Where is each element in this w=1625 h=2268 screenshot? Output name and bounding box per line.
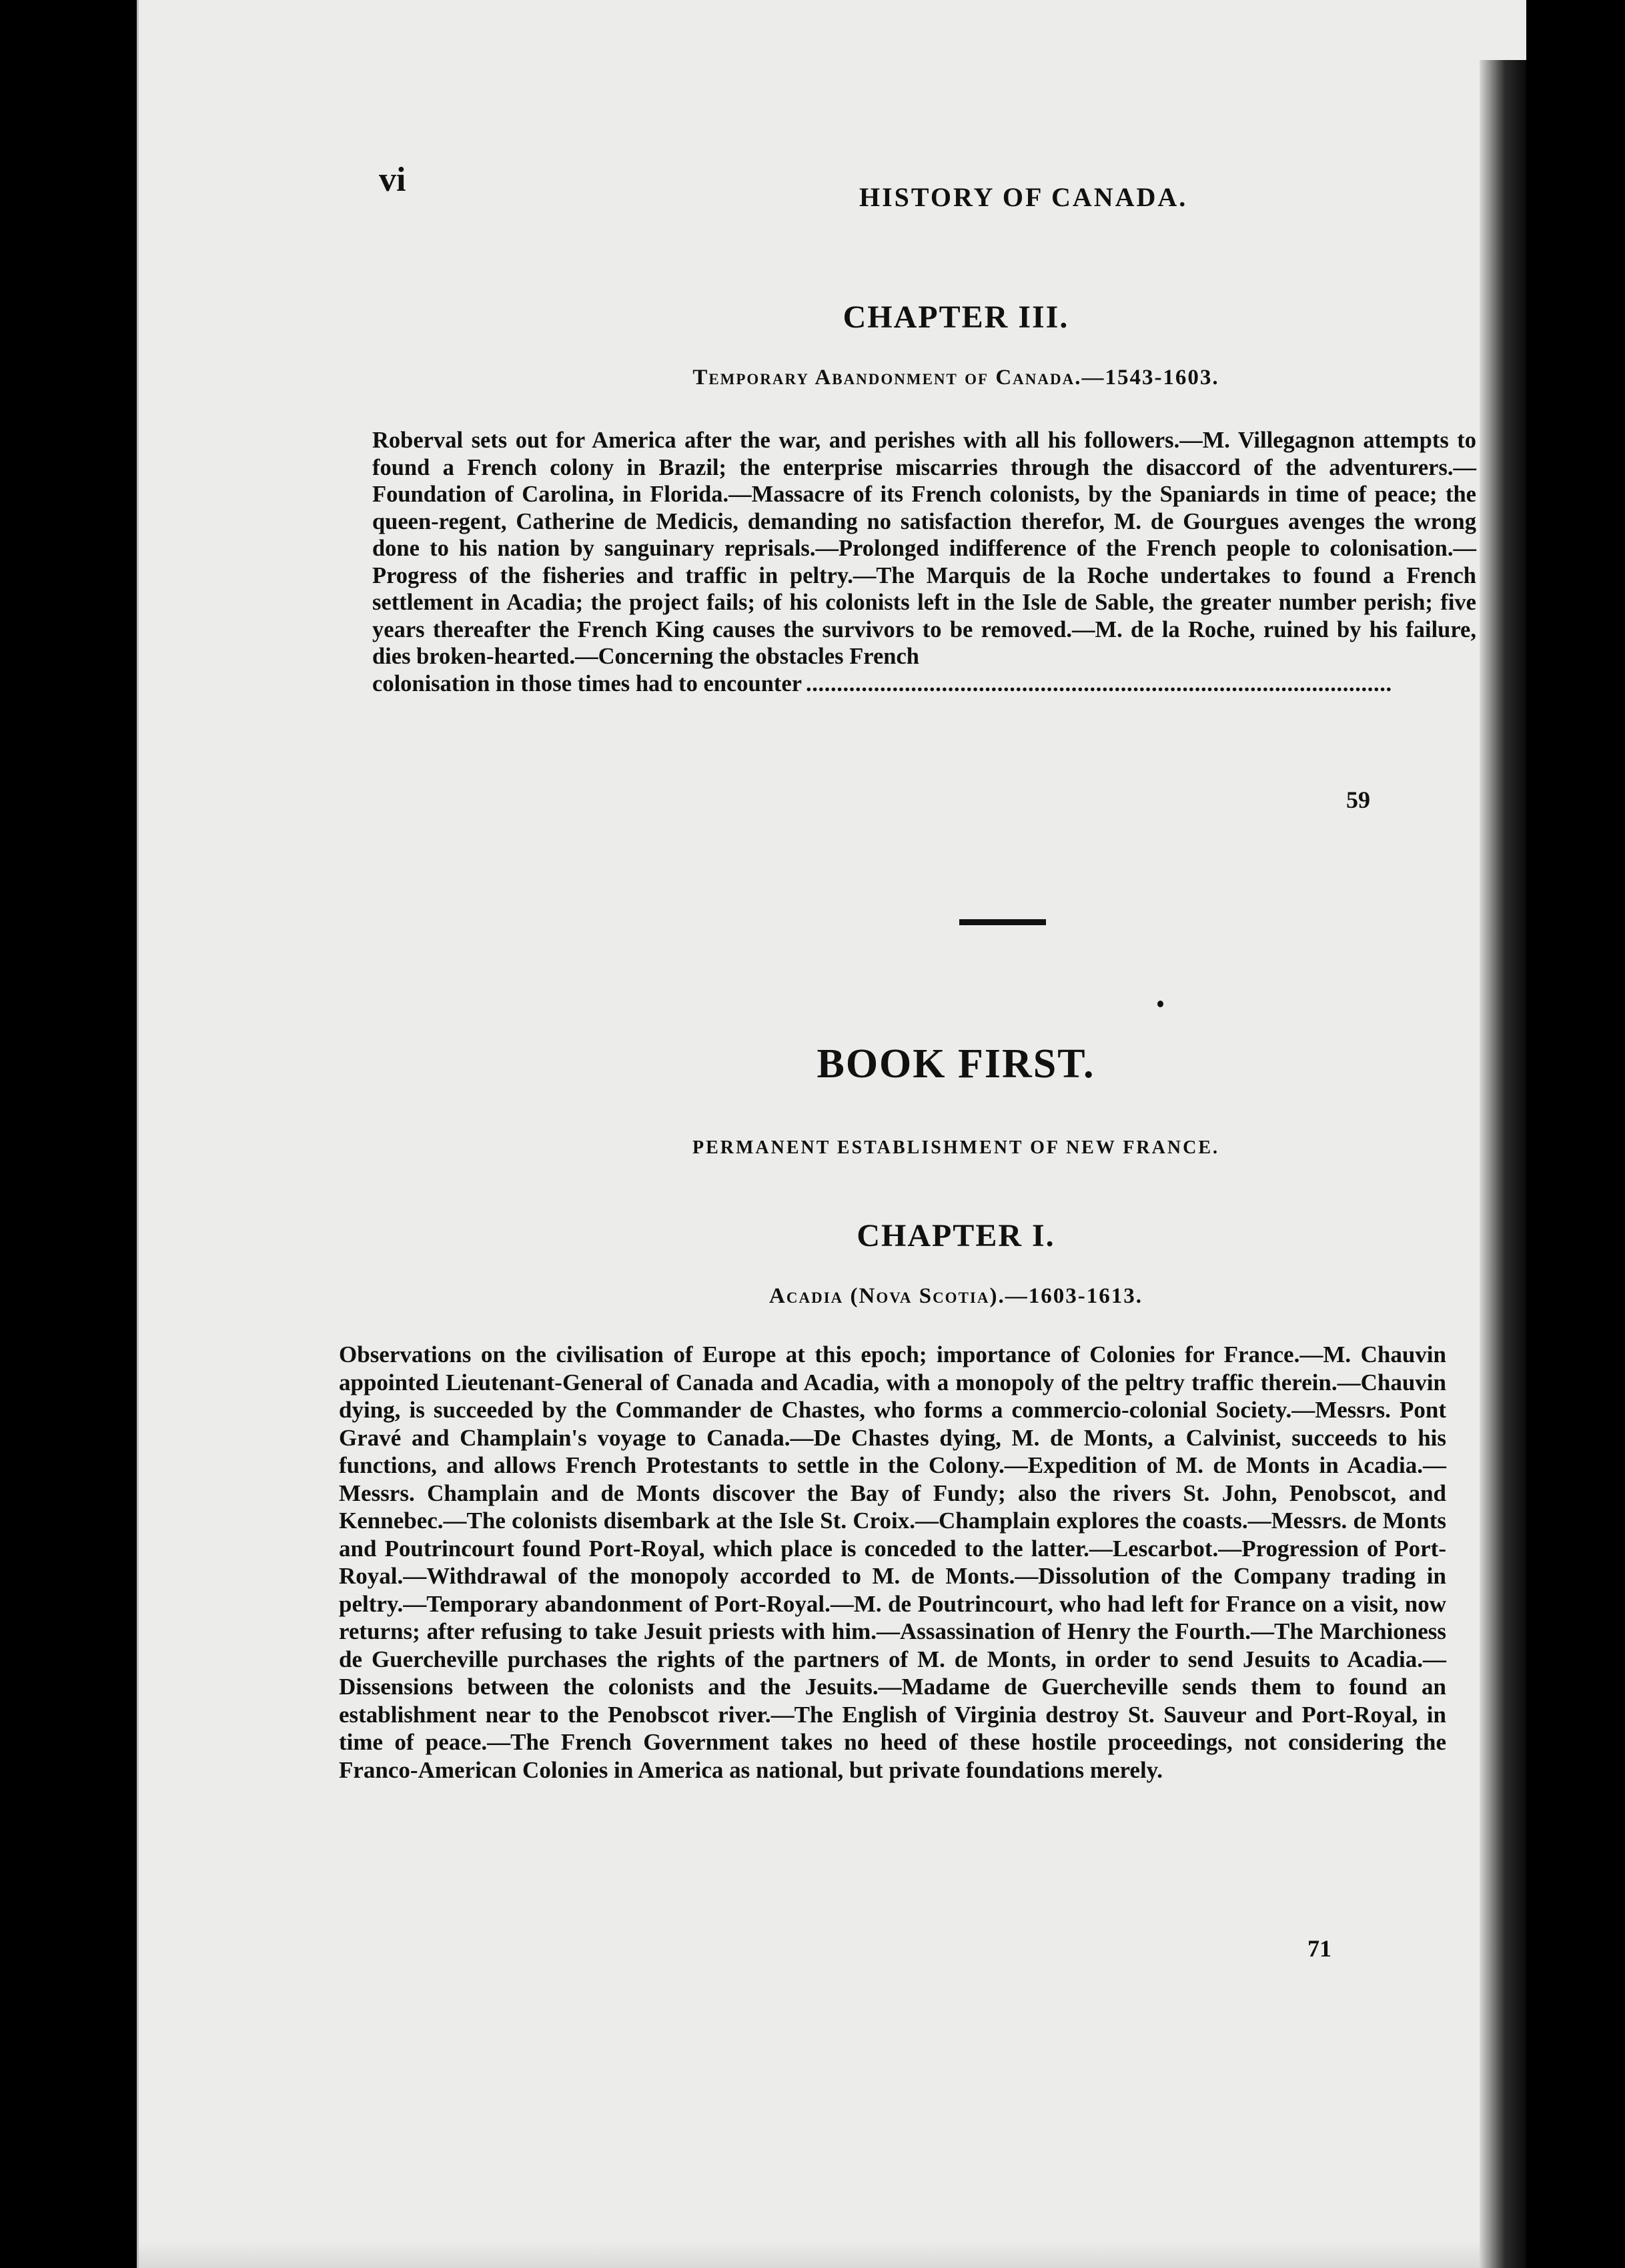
chapter-1-heading: CHAPTER I. xyxy=(857,1218,1055,1253)
book-title: BOOK FIRST. xyxy=(817,1041,1095,1087)
chapter-3-synopsis xyxy=(372,427,1476,697)
chapter-3-synopsis-text: Roberval sets out for America after the war, and perishes with all his followers.—M. Villegagnon attempts to found a French colony in Brazil; the enterprise miscarries through the disaccord of the adventurers.—Foundation of Carolina, in Florida.—Massacre of its French colonists, by the Spaniards in time of peace; the queen-regent, Catherine de Medicis, demanding no satisfaction therefor, M. de Gourgues avenges the wrong done to his nation by sanguinary reprisals.—Prolonged indifference of the French people to colonisation.—Progress of the fisheries and traffic in peltry.—The Marquis de la Roche undertakes to found a French settlement in Acadia; the project fails; of his colonists left in the Isle de Sable, the greater number perish; five years thereafter the French King causes the survivors to be removed.—M. de la Roche, ruined by his failure, dies broken-hearted.—Concerning the obstacles French xyxy=(372,428,1476,669)
chapter-1-subtitle: Acadia (Nova Scotia).—1603-1613. xyxy=(769,1284,1143,1308)
chapter-3-synopsis-last-line xyxy=(372,670,1476,698)
section-rule xyxy=(959,919,1046,925)
chapter-1-synopsis: Observations on the civilisation of Europe at this epoch; importance of Colonies for France.—M. Chauvin appointed Lieutenant-General of Canada and Acadia, with a monopoly of the peltry traffic therein.—Chauvin dying, is succeeded by the Commander de Chastes, who forms a commercio-colonial Society.—Messrs. Pont Gravé and Champlain's voyage to Canada.—De Chastes dying, M. de Monts, a Calvinist, succeeds to his functions, and allows French Protestants to settle in the Colony.—Expedition of M. de Monts in Acadia.—Messrs. Champlain and de Monts discover the Bay of Fundy; also the rivers St. John, Penobscot, and Kennebec.—The colonists disembark at the Isle St. Croix.—Champlain explores the coasts.—Messrs. de Monts and Poutrincourt found Port-Royal, which place is conceded to the latter.—Lescarbot.—Progression of Port-Royal.—Withdrawal of the monopoly accorded to M. de Monts.—Dissolution of the Company trading in peltry.—Temporary abandonment of Port-Royal.—M. de Poutrincourt, who had left for France on a visit, now returns; after refusing to take Jesuit priests with him.—Assassination of Henry the Fourth.—The Marchioness de Guercheville purchases the rights of the partners of M. de Monts, in order to send Jesuits to Acadia.—Dissensions between the colonists and the Jesuits.—Madame de Guercheville sends them to found an establishment near to the Penobscot river.—The English of Virginia destroy St. Sauveur and Port-Royal, in time of peace.—The French Government takes no heed of these hostile proceedings, not considering the Franco-American Colonies in America as national, but private foundations merely. xyxy=(339,1341,1446,1783)
page-number: vi xyxy=(379,161,406,199)
page-shadow xyxy=(139,2241,1526,2268)
chapter-3-synopsis-last-text: colonisation in those times had to encounter xyxy=(372,670,802,696)
page-edge xyxy=(1480,60,1526,2268)
dot-leaders xyxy=(806,670,1472,698)
running-header xyxy=(379,160,1526,213)
book-subtitle: PERMANENT ESTABLISHMENT OF NEW FRANCE. xyxy=(692,1137,1219,1158)
running-title: HISTORY OF CANADA. xyxy=(859,182,1188,212)
ink-speck xyxy=(1157,1001,1163,1007)
chapter-3-page-ref: 59 xyxy=(1346,786,1370,813)
book-page xyxy=(137,0,1526,2268)
chapter-3-heading: CHAPTER III. xyxy=(843,300,1069,335)
chapter-3-subtitle: Temporary Abandonment of Canada.—1543-1603. xyxy=(692,366,1219,390)
chapter-1-page-ref: 71 xyxy=(1307,1935,1331,1962)
